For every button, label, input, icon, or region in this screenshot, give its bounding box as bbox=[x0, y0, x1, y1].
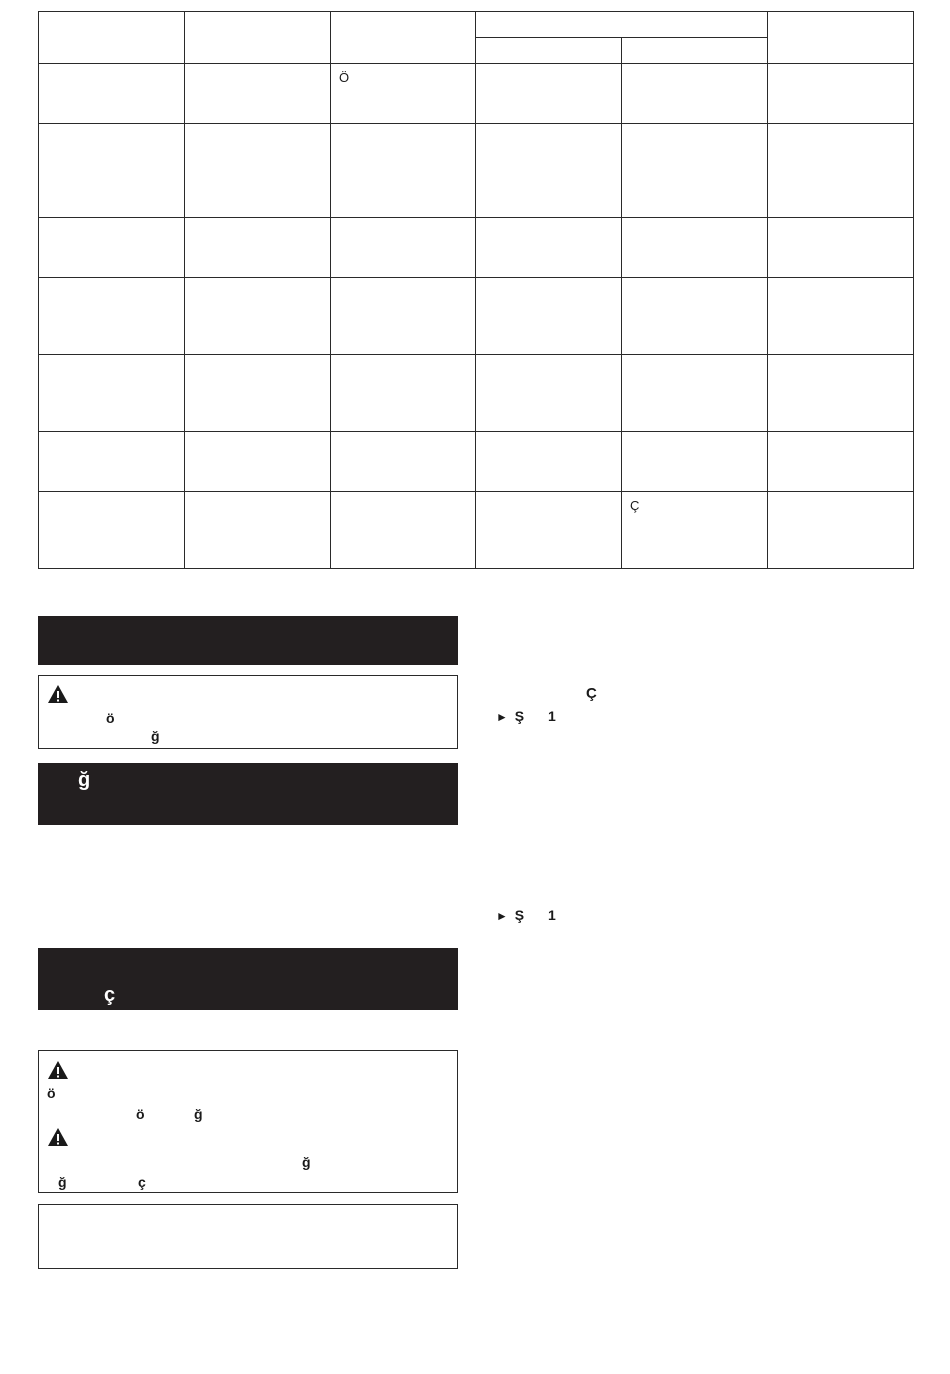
table-cell bbox=[185, 492, 331, 569]
figure-label: Ş bbox=[514, 907, 525, 923]
table-cell bbox=[768, 64, 914, 124]
warning-box bbox=[38, 675, 458, 749]
table-cell bbox=[39, 355, 185, 432]
table-cell bbox=[768, 432, 914, 492]
table-cell bbox=[622, 124, 768, 218]
table-cell bbox=[476, 64, 622, 124]
table-cell bbox=[185, 64, 331, 124]
table-header-cell bbox=[768, 12, 914, 64]
warning-text: ğ bbox=[151, 728, 160, 744]
table-cell bbox=[476, 278, 622, 355]
table-cell bbox=[331, 278, 476, 355]
table-cell bbox=[476, 355, 622, 432]
table-cell bbox=[768, 124, 914, 218]
table-row bbox=[39, 432, 914, 492]
warning-text: ö bbox=[106, 710, 115, 726]
table-cell bbox=[39, 124, 185, 218]
table-cell bbox=[331, 218, 476, 278]
figure-reference bbox=[496, 708, 556, 725]
warning-text: ö bbox=[136, 1106, 145, 1122]
table-cell bbox=[331, 492, 476, 569]
table-cell bbox=[185, 432, 331, 492]
warning-text: ö bbox=[47, 1085, 56, 1101]
table-cell bbox=[39, 432, 185, 492]
table-cell bbox=[768, 355, 914, 432]
play-arrow-icon: ► bbox=[496, 909, 508, 923]
table-header-cell bbox=[476, 12, 768, 38]
table-row bbox=[39, 218, 914, 278]
table-header-cell bbox=[185, 12, 331, 64]
table-cell bbox=[476, 124, 622, 218]
warning-triangle-icon bbox=[47, 684, 69, 704]
table-cell bbox=[476, 492, 622, 569]
table-cell bbox=[331, 355, 476, 432]
table-cell bbox=[622, 218, 768, 278]
warning-text: ç bbox=[138, 1174, 146, 1190]
section-heading-bar bbox=[38, 948, 458, 1010]
section-heading-text: ç bbox=[104, 984, 116, 1006]
warning-text: ğ bbox=[302, 1154, 311, 1170]
warning-text: ğ bbox=[194, 1106, 203, 1122]
section-heading-text: Ç bbox=[586, 685, 597, 702]
table-cell bbox=[331, 432, 476, 492]
table-subheader-cell bbox=[476, 38, 622, 64]
figure-reference bbox=[496, 907, 556, 924]
table-row bbox=[39, 355, 914, 432]
table-cell bbox=[185, 278, 331, 355]
table-cell bbox=[39, 278, 185, 355]
table-subheader-cell bbox=[622, 38, 768, 64]
table-cell bbox=[622, 64, 768, 124]
table-cell bbox=[185, 218, 331, 278]
table-row bbox=[39, 64, 914, 124]
warning-box bbox=[38, 1050, 458, 1193]
table-header-cell bbox=[39, 12, 185, 64]
table-header-cell bbox=[331, 12, 476, 64]
figure-label: Ş bbox=[514, 708, 525, 724]
table-cell bbox=[768, 278, 914, 355]
table-cell bbox=[622, 355, 768, 432]
table-cell bbox=[185, 355, 331, 432]
table-cell bbox=[476, 218, 622, 278]
section-heading-bar bbox=[38, 616, 458, 665]
table-cell: Ç bbox=[622, 492, 768, 569]
play-arrow-icon: ► bbox=[496, 710, 508, 724]
table-cell bbox=[39, 492, 185, 569]
table-cell bbox=[39, 64, 185, 124]
table-cell bbox=[768, 218, 914, 278]
spec-table bbox=[38, 11, 914, 569]
table-cell: Ö bbox=[331, 64, 476, 124]
warning-triangle-icon bbox=[47, 1060, 69, 1080]
table-row bbox=[39, 492, 914, 569]
table-cell bbox=[622, 432, 768, 492]
table-cell bbox=[476, 432, 622, 492]
note-box bbox=[38, 1204, 458, 1269]
warning-triangle-icon bbox=[47, 1127, 69, 1147]
table-row bbox=[39, 278, 914, 355]
table-cell bbox=[39, 218, 185, 278]
section-heading-text: ğ bbox=[78, 769, 91, 791]
figure-number: 1 bbox=[548, 907, 556, 923]
table-cell bbox=[331, 124, 476, 218]
table-header-row bbox=[39, 12, 914, 38]
figure-number: 1 bbox=[548, 708, 556, 724]
section-heading-bar bbox=[38, 763, 458, 825]
warning-text: ğ bbox=[58, 1174, 67, 1190]
table-cell bbox=[768, 492, 914, 569]
table-row bbox=[39, 124, 914, 218]
table-cell bbox=[622, 278, 768, 355]
table-cell bbox=[185, 124, 331, 218]
